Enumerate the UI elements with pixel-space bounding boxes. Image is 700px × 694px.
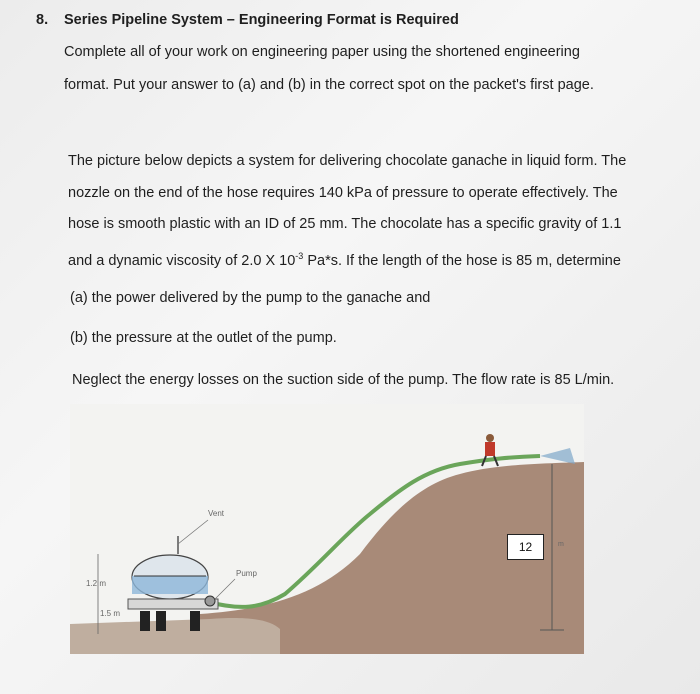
person-body bbox=[485, 442, 495, 456]
exponent: -3 bbox=[295, 251, 304, 261]
problem-line-2: nozzle on the end of the hose requires 140 kPa of pressure to operate effectively. The bbox=[68, 185, 618, 201]
tank-level-label: 1.2 m bbox=[86, 579, 107, 588]
vent-label: Vent bbox=[208, 509, 225, 518]
problem-line-4 bbox=[68, 247, 621, 270]
problem-line-3: hose is smooth plastic with an ID of 25 mm. The chocolate has a specific gravity of 1.1 bbox=[68, 216, 622, 232]
problem-note: Neglect the energy losses on the suction side of the pump. The flow rate is 85 L/min. bbox=[72, 372, 615, 388]
cart-wheel-3 bbox=[190, 611, 200, 631]
cart-wheel-1 bbox=[140, 611, 150, 631]
tank-base-label: 1.5 m bbox=[100, 609, 121, 618]
pump bbox=[205, 596, 215, 606]
question-title: Series Pipeline System – Engineering Format is Required bbox=[64, 12, 459, 28]
height-value-box: 12 bbox=[507, 534, 544, 560]
instructions-line-2: format. Put your answer to (a) and (b) in the correct spot on the packet's first page. bbox=[64, 77, 594, 93]
pump-label: Pump bbox=[236, 569, 257, 578]
height-unit: m bbox=[558, 541, 564, 548]
cart-wheel-2 bbox=[156, 611, 166, 631]
pipeline-figure bbox=[70, 404, 584, 654]
part-a: (a) the power delivered by the pump to the ganache and bbox=[70, 290, 431, 306]
pipeline-diagram bbox=[70, 404, 584, 654]
ground bbox=[70, 618, 280, 654]
problem-line-4-start: and a dynamic viscosity of 2.0 X 10 bbox=[68, 253, 296, 269]
part-b: (b) the pressure at the outlet of the pump. bbox=[70, 330, 337, 346]
instructions-line-1: Complete all of your work on engineering paper using the shortened engineering bbox=[64, 44, 580, 60]
problem-line-1: The picture below depicts a system for delivering chocolate ganache in liquid form. The bbox=[68, 153, 627, 169]
person-head bbox=[486, 434, 494, 442]
cart-frame bbox=[128, 599, 218, 609]
tank-liquid bbox=[132, 576, 208, 594]
question-number: 8. bbox=[36, 12, 49, 28]
problem-line-4-end: Pa*s. If the length of the hose is 85 m, determine bbox=[303, 253, 621, 269]
